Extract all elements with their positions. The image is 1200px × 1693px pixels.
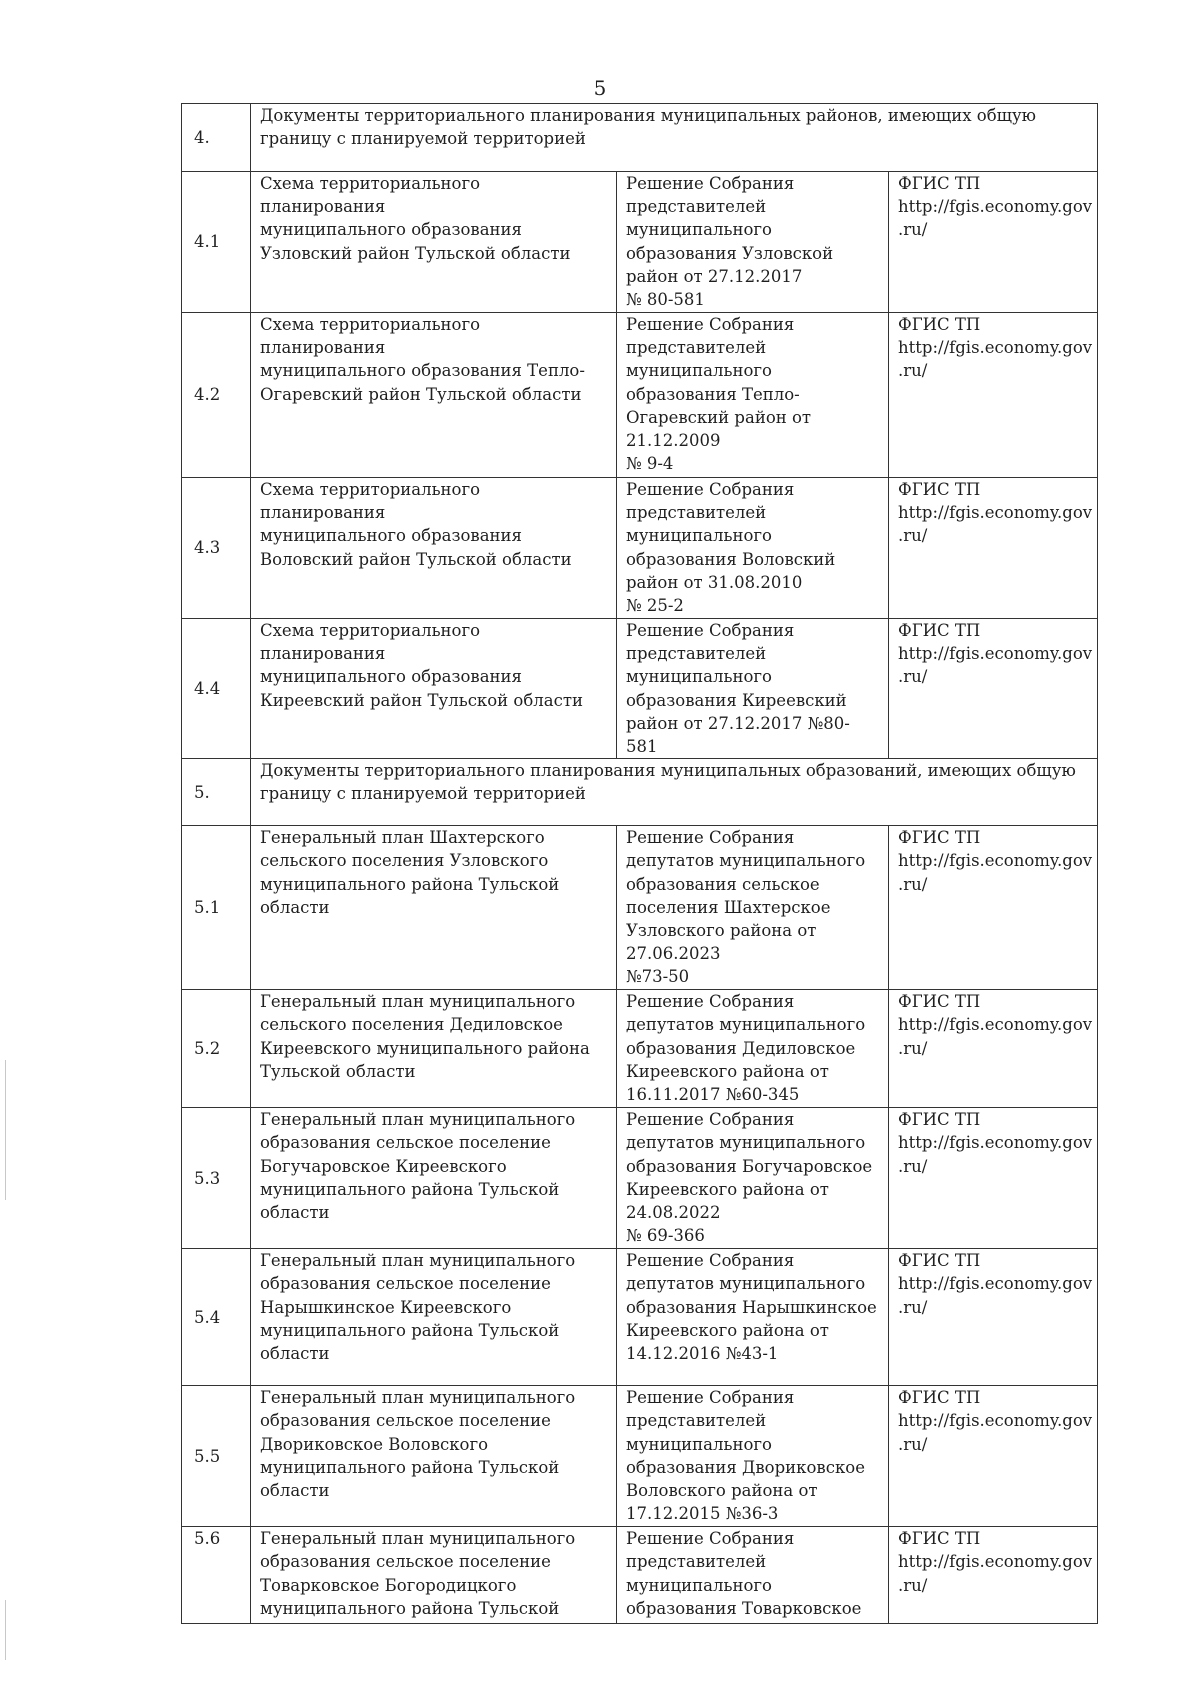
row-number: 4. <box>182 104 251 172</box>
planning-documents-table <box>181 103 1098 1624</box>
approval-decision: Решение Собрания депутатов муниципального образования Нарышкинское Киреевского района от 14.12.2016 №43-1 <box>617 1249 889 1386</box>
document-source: ФГИС ТП http://fgis.economy.gov .ru/ <box>889 478 1098 619</box>
table-row-5-2 <box>182 990 1098 1108</box>
document-source: ФГИС ТП http://fgis.economy.gov .ru/ <box>889 1527 1098 1624</box>
page-number: 5 <box>593 76 607 100</box>
row-number: 5.1 <box>182 826 251 990</box>
document-name: Генеральный план муниципального сельского поселения Дедиловское Киреевского муниципального района Тульской области <box>251 990 617 1108</box>
scan-edge-mark <box>5 1060 6 1200</box>
approval-decision: Решение Собрания представителей муниципального образования Узловской район от 27.12.2017 № 80-581 <box>617 172 889 313</box>
document-name: Схема территориального планирования муниципального образования Тепло- Огаревский район Тульской области <box>251 313 617 478</box>
row-number: 5.6 <box>182 1527 251 1624</box>
table-row-5-5 <box>182 1386 1098 1527</box>
document-source: ФГИС ТП http://fgis.economy.gov .ru/ <box>889 1249 1098 1386</box>
approval-decision: Решение Собрания представителей муниципального образования Киреевский район от 27.12.2017 №80-581 <box>617 619 889 759</box>
row-number: 4.4 <box>182 619 251 759</box>
table-row-5-1 <box>182 826 1098 990</box>
document-source: ФГИС ТП http://fgis.economy.gov .ru/ <box>889 172 1098 313</box>
section-heading: Документы территориального планирования муниципальных образований, имеющих общую границу с планируемой территорией <box>251 759 1098 826</box>
approval-decision: Решение Собрания представителей муниципального образования Двориковское Воловского района от 17.12.2015 №36-3 <box>617 1386 889 1527</box>
row-number: 5.2 <box>182 990 251 1108</box>
document-name: Схема территориального планирования муниципального образования Киреевский район Тульской области <box>251 619 617 759</box>
scan-edge-mark <box>5 1600 6 1660</box>
document-name: Генеральный план муниципального образования сельское поселение Богучаровское Киреевского муниципального района Тульской области <box>251 1108 617 1249</box>
table-row-4-2 <box>182 313 1098 478</box>
approval-decision: Решение Собрания представителей муниципального образования Товарковское <box>617 1527 889 1624</box>
document-source: ФГИС ТП http://fgis.economy.gov .ru/ <box>889 1386 1098 1527</box>
approval-decision: Решение Собрания представителей муниципального образования Воловский район от 31.08.2010 № 25-2 <box>617 478 889 619</box>
document-source: ФГИС ТП http://fgis.economy.gov .ru/ <box>889 619 1098 759</box>
row-number: 5. <box>182 759 251 826</box>
document-name: Генеральный план муниципального образования сельское поселение Нарышкинское Киреевского муниципального района Тульской области <box>251 1249 617 1386</box>
document-source: ФГИС ТП http://fgis.economy.gov .ru/ <box>889 990 1098 1108</box>
row-number: 5.3 <box>182 1108 251 1249</box>
document-name: Схема территориального планирования муниципального образования Воловский район Тульской области <box>251 478 617 619</box>
row-number: 4.3 <box>182 478 251 619</box>
document-source: ФГИС ТП http://fgis.economy.gov .ru/ <box>889 826 1098 990</box>
row-number: 4.2 <box>182 313 251 478</box>
approval-decision: Решение Собрания депутатов муниципального образования сельское поселения Шахтерское Узловского района от 27.06.2023 №73-50 <box>617 826 889 990</box>
document-name: Схема территориального планирования муниципального образования Узловский район Тульской области <box>251 172 617 313</box>
approval-decision: Решение Собрания представителей муниципального образования Тепло- Огаревский район от 21.12.2009 № 9-4 <box>617 313 889 478</box>
document-source: ФГИС ТП http://fgis.economy.gov .ru/ <box>889 1108 1098 1249</box>
document-name: Генеральный план Шахтерского сельского поселения Узловского муниципального района Тульской области <box>251 826 617 990</box>
table-row-section-4 <box>182 104 1098 172</box>
row-number: 4.1 <box>182 172 251 313</box>
document-name: Генеральный план муниципального образования сельское поселение Товарковское Богородицкого муниципального района Тульской <box>251 1527 617 1624</box>
table-row-4-1 <box>182 172 1098 313</box>
approval-decision: Решение Собрания депутатов муниципального образования Дедиловское Киреевского района от 16.11.2017 №60-345 <box>617 990 889 1108</box>
table-row-5-6 <box>182 1527 1098 1624</box>
section-heading: Документы территориального планирования муниципальных районов, имеющих общую границу с планируемой территорией <box>251 104 1098 172</box>
table-row-4-3 <box>182 478 1098 619</box>
table-row-4-4 <box>182 619 1098 759</box>
document-source: ФГИС ТП http://fgis.economy.gov .ru/ <box>889 313 1098 478</box>
approval-decision: Решение Собрания депутатов муниципального образования Богучаровское Киреевского района от 24.08.2022 № 69-366 <box>617 1108 889 1249</box>
table-row-5-4 <box>182 1249 1098 1386</box>
document-name: Генеральный план муниципального образования сельское поселение Двориковское Воловского муниципального района Тульской области <box>251 1386 617 1527</box>
row-number: 5.4 <box>182 1249 251 1386</box>
row-number: 5.5 <box>182 1386 251 1527</box>
table-row-section-5 <box>182 759 1098 826</box>
table-row-5-3 <box>182 1108 1098 1249</box>
